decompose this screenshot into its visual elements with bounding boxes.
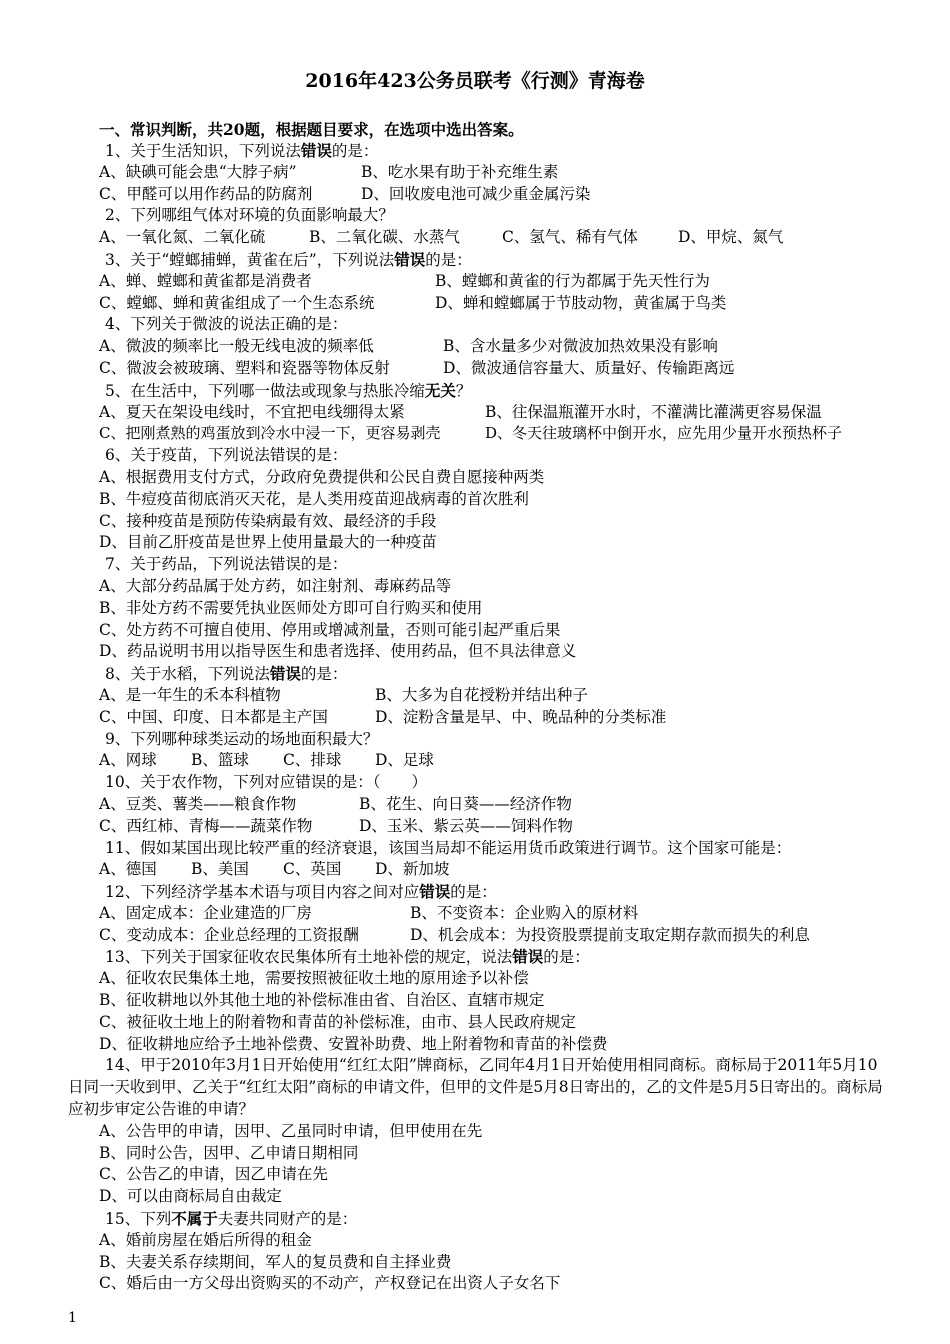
option-c: C、公告乙的申请，因乙申请在先 <box>99 1165 328 1184</box>
options-row <box>99 816 889 838</box>
option-d: D、机会成本：为投资股票提前支取定期存款而损失的利息 <box>410 925 810 944</box>
option-b: B、征收耕地以外其他土地的补偿标准由省、自治区、直辖市规定 <box>99 991 545 1010</box>
option-d: D、可以由商标局自由裁定 <box>99 1187 282 1206</box>
option-b: B、非处方药不需要凭执业医师处方即可自行购买和使用 <box>99 598 483 617</box>
question-7: 7、关于药品，下列说法错误的是： <box>105 555 348 574</box>
option-b: B、不变资本：企业购入的原材料 <box>410 903 639 922</box>
options-row <box>99 903 889 925</box>
question-15 <box>99 1208 889 1230</box>
option-d: D、回收废电池可减少重金属污染 <box>361 184 591 203</box>
options-row <box>99 162 889 184</box>
option-d: D、微波通信容量大、质量好、传输距离远 <box>443 358 735 377</box>
question-1 <box>99 140 889 162</box>
page-number: 1 <box>68 1310 77 1326</box>
question-5 <box>99 380 889 402</box>
page-title: 2016年423公务员联考《行测》青海卷 <box>305 70 645 92</box>
option-d: D、药品说明书用以指导医生和患者选择、使用药品，但不具法律意义 <box>99 642 577 661</box>
option-c: C、螳螂、蝉和黄雀组成了一个生态系统 <box>99 293 375 312</box>
option-a: A、豆类、薯类——粮食作物 <box>99 794 297 813</box>
options-row <box>99 707 889 729</box>
option-b: B、牛痘疫苗彻底消灭天花，是人类用疫苗迎战病毒的首次胜利 <box>99 489 529 508</box>
question-14: 14、甲于2010年3月1日开始使用“红红太阳”牌商标，乙同年4月1日开始使用相同商标。商标局于2011年5月10日同一天收到甲、乙关于“红红太阳”商标的申请文件，但甲的文件是5月8日寄出的，乙的文件是5月5日寄出的。商标局应初步审定公告谁的申请？ <box>68 1056 883 1119</box>
option-c: C、把刚煮熟的鸡蛋放到冷水中浸一下，更容易剥壳 <box>99 424 441 443</box>
option-d: D、淀粉含量是早、中、晚品种的分类标准 <box>375 707 667 726</box>
emphasis-text: 错误 <box>394 249 426 269</box>
option-a: A、大部分药品属于处方药，如注射剂、毒麻药品等 <box>99 576 452 595</box>
question-text: 3、关于“螳螂捕蝉，黄雀在后”，下列说法 <box>105 250 395 269</box>
question-9: 9、下列哪种球类运动的场地面积最大？ <box>105 729 379 748</box>
emphasis-text: 错误 <box>419 882 451 902</box>
question-text: 12、下列经济学基本术语与项目内容之间对应 <box>105 883 420 902</box>
options-row <box>99 794 889 816</box>
option-b: B、螳螂和黄雀的行为都属于先天性行为 <box>435 271 710 290</box>
question-text: 的是： <box>331 142 379 160</box>
question-8 <box>99 663 889 685</box>
options-row <box>99 271 889 293</box>
option-b: B、往保温瓶灌开水时，不灌满比灌满更容易保温 <box>485 402 822 421</box>
option-d: D、目前乙肝疫苗是世界上使用量最大的一种疫苗 <box>99 533 437 552</box>
option-d: D、足球 <box>375 751 434 770</box>
option-d: D、蝉和螳螂属于节肢动物，黄雀属于鸟类 <box>435 293 727 312</box>
options-row <box>99 293 889 315</box>
option-c: C、变动成本：企业总经理的工资报酬 <box>99 925 359 944</box>
question-text: 的是： <box>450 883 497 902</box>
option-a: A、一氧化氮、二氧化硫 <box>99 228 266 247</box>
question-text: 5、在生活中，下列哪一做法或现象与热胀冷缩 <box>105 381 425 400</box>
option-b: B、花生、向日葵——经济作物 <box>359 794 572 813</box>
question-text: 15、下列 <box>105 1210 172 1229</box>
option-c: C、西红柿、青梅——蔬菜作物 <box>99 816 313 835</box>
question-list <box>68 140 889 1295</box>
question-text: 13、下列关于国家征收农民集体所有土地补偿的规定，说法 <box>105 948 513 967</box>
emphasis-text: 无关 <box>424 380 456 400</box>
option-c: C、氢气、稀有气体 <box>502 228 638 247</box>
options-row <box>99 925 889 947</box>
option-d: D、玉米、紫云英——饲料作物 <box>359 816 573 835</box>
option-a: A、微波的频率比一般无线电波的频率低 <box>99 337 374 356</box>
question-10: 10、关于农作物，下列对应错误的是：（ ） <box>105 773 427 792</box>
option-a: A、固定成本：企业建造的厂房 <box>99 903 312 922</box>
question-11: 11、假如某国出现比较严重的经济衰退，该国当局却不能运用货币政策进行调节。这个国家可能是： <box>105 838 792 857</box>
option-b: B、篮球 <box>191 751 249 770</box>
emphasis-text: 不属于 <box>171 1209 218 1229</box>
emphasis-text: 错误 <box>512 947 544 967</box>
options-row <box>99 750 889 772</box>
option-c: C、接种疫苗是预防传染病最有效、最经济的手段 <box>99 511 437 530</box>
option-b: B、同时公告，因甲、乙申请日期相同 <box>99 1143 359 1162</box>
question-text: 的是： <box>425 250 472 269</box>
option-a: A、征收农民集体土地，需要按照被征收土地的原用途予以补偿 <box>99 969 529 988</box>
options-row <box>99 423 889 445</box>
question-3 <box>99 249 889 271</box>
option-a: A、德国 <box>99 860 157 879</box>
option-a: A、婚前房屋在婚后所得的租金 <box>99 1230 312 1249</box>
option-a: A、缺碘可能会患“大脖子病” <box>99 162 297 181</box>
question-13 <box>99 946 889 968</box>
emphasis-text: 错误 <box>300 141 332 160</box>
question-4: 4、下列关于微波的说法正确的是： <box>105 315 348 334</box>
option-d: D、新加坡 <box>375 860 450 879</box>
question-6: 6、关于疫苗，下列说法错误的是： <box>105 446 348 465</box>
option-c: C、中国、印度、日本都是主产国 <box>99 707 328 726</box>
question-text: 8、关于水稻，下列说法 <box>105 665 270 684</box>
options-row <box>99 358 889 380</box>
option-d: D、甲烷、氮气 <box>678 228 784 247</box>
option-a: A、公告甲的申请，因甲、乙虽同时申请，但甲使用在先 <box>99 1121 483 1140</box>
option-b: B、夫妻关系存续期间，军人的复员费和自主择业费 <box>99 1252 452 1271</box>
options-row <box>99 859 889 881</box>
option-a: A、蝉、螳螂和黄雀都是消费者 <box>99 271 312 290</box>
question-12 <box>99 881 889 903</box>
option-d: D、冬天往玻璃杯中倒开水，应先用少量开水预热杯子 <box>485 424 843 443</box>
option-b: B、美国 <box>191 860 249 879</box>
emphasis-text: 错误 <box>269 664 301 684</box>
option-b: B、吃水果有助于补充维生素 <box>361 162 559 181</box>
option-a: A、网球 <box>99 751 157 770</box>
option-b: B、含水量多少对微波加热效果没有影响 <box>443 337 718 356</box>
question-text: 1、关于生活知识，下列说法 <box>105 142 301 160</box>
options-row <box>99 685 889 707</box>
question-text: 的是： <box>300 665 348 684</box>
option-d: D、征收耕地应给予土地补偿费、安置补助费、地上附着物和青苗的补偿费 <box>99 1034 608 1053</box>
option-a: A、是一年生的禾本科植物 <box>99 685 281 704</box>
section-heading: 一、常识判断，共20题，根据题目要求，在选项中选出答案。 <box>99 120 524 139</box>
option-a: A、夏天在架设电线时，不宜把电线绷得太紧 <box>99 402 405 421</box>
option-b: B、大多为自花授粉并结出种子 <box>375 685 588 704</box>
options-row <box>99 227 889 249</box>
options-row <box>99 184 889 206</box>
options-row <box>99 402 889 424</box>
option-c: C、被征收土地上的附着物和青苗的补偿标准，由市、县人民政府规定 <box>99 1012 576 1031</box>
option-c: C、排球 <box>283 751 342 770</box>
options-row <box>99 336 889 358</box>
question-text: 的是： <box>543 948 590 967</box>
option-c: C、微波会被玻璃、塑料和瓷器等物体反射 <box>99 358 390 377</box>
option-c: C、甲醛可以用作药品的防腐剂 <box>99 184 313 203</box>
option-c: C、婚后由一方父母出资购买的不动产，产权登记在出资人子女名下 <box>99 1274 561 1293</box>
option-c: C、英国 <box>283 860 342 879</box>
question-2: 2、下列哪组气体对环境的负面影响最大？ <box>105 206 394 225</box>
option-c: C、处方药不可擅自使用、停用或增减剂量，否则可能引起严重后果 <box>99 620 561 639</box>
option-a: A、根据费用支付方式，分政府免费提供和公民自费自愿接种两类 <box>99 467 545 486</box>
option-b: B、二氧化碳、水蒸气 <box>309 228 460 247</box>
question-text: 夫妻共同财产的是： <box>217 1210 358 1229</box>
question-text: ？ <box>455 381 472 400</box>
